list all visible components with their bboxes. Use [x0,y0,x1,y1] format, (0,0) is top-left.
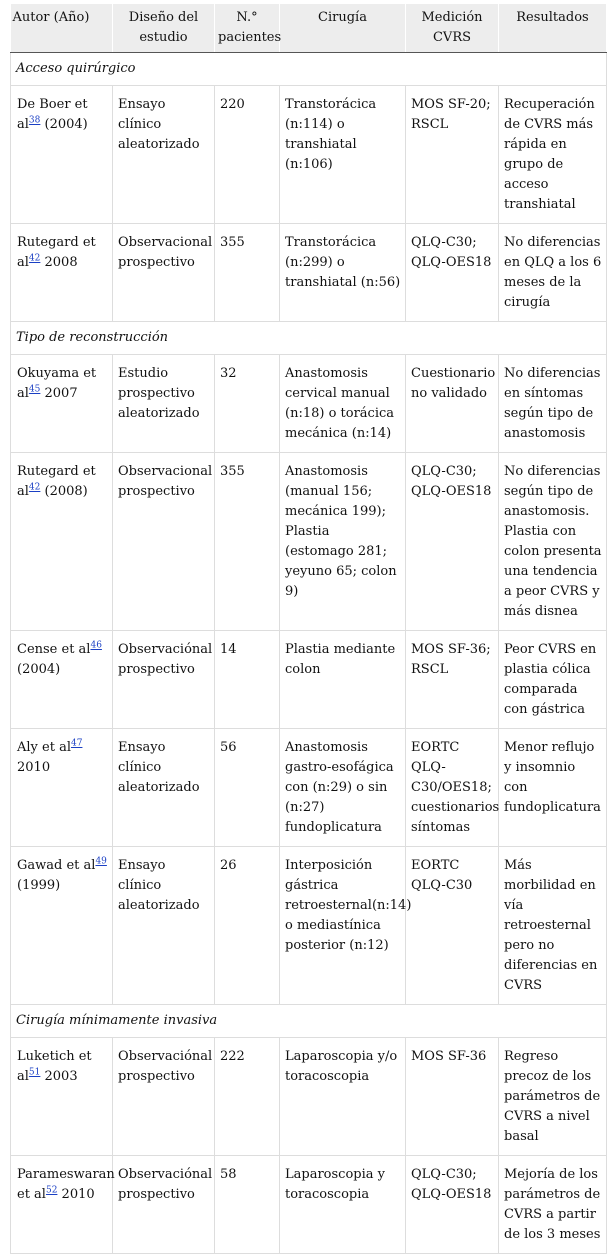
patients-cell: 355 [215,224,280,322]
section-row [11,322,607,355]
surgery-cell: Anastomosis gastro-esofágica con (n:29) o sin (n:27) fundoplicatura [280,729,406,847]
measure-cell: MOS SF-36 [406,1038,499,1156]
author-name: Rutegard et al [17,235,96,270]
reference-link[interactable]: 47 [70,738,83,749]
author-cell [11,355,113,453]
reference-link[interactable]: 45 [28,384,41,395]
surgery-cell: Anastomosis cervical manual (n:18) o torácica mecánica (n:14) [280,355,406,453]
reference-link[interactable]: 42 [28,482,41,493]
author-name: Rutegard et al [17,464,96,499]
reference-link[interactable]: 52 [45,1185,58,1196]
author-year: (2004) [40,117,88,132]
measure-cell: QLQ-C30; QLQ-OES18 [406,224,499,322]
surgery-cell: Transtorácica (n:114) o transhiatal (n:106) [280,86,406,224]
table-row [11,631,607,729]
reference-link[interactable]: 38 [28,115,41,126]
section-title: Cirugía mínimamente invasiva [11,1005,607,1038]
table-row [11,224,607,322]
reference-link[interactable]: 51 [28,1067,41,1078]
design-cell: Ensayo clínico aleatorizado [113,729,215,847]
result-cell: Mejoría de los parámetros de CVRS a partir de los 3 meses [499,1156,607,1254]
author-year: 2010 [17,760,51,775]
result-cell: No diferencias según tipo de anastomosis. Plastia con colon presenta una tendencia a peor CVRS y más disnea [499,453,607,631]
measure-cell: MOS SF-20; RSCL [406,86,499,224]
surgery-cell: Transtorácica (n:299) o transhiatal (n:56) [280,224,406,322]
measure-cell: Cuestionario no validado [406,355,499,453]
reference-link[interactable]: 42 [28,253,41,264]
design-cell: Observacional prospectivo [113,224,215,322]
reference-link[interactable]: 49 [95,856,107,867]
header-design: Diseño del estudio [113,4,215,53]
author-cell [11,1038,113,1156]
patients-cell: 14 [215,631,280,729]
author-cell [11,86,113,224]
author-name: Parameswaran et al [17,1167,115,1202]
result-cell: Peor CVRS en plastia cólica comparada con gástrica [499,631,607,729]
patients-cell: 56 [215,729,280,847]
patients-cell: 355 [215,453,280,631]
table-row [11,355,607,453]
header-patients: N.° pacientes [215,4,280,53]
section-row [11,1005,607,1038]
author-name: Cense et al [17,642,91,657]
author-name: Luketich et al [17,1049,92,1084]
measure-cell: EORTC QLQ-C30 [406,847,499,1005]
author-name: Gawad et al [17,858,96,873]
patients-cell: 32 [215,355,280,453]
author-name: Aly et al [17,740,71,755]
measure-cell: MOS SF-36; RSCL [406,631,499,729]
author-cell [11,729,113,847]
table-row [11,86,607,224]
author-year: (2008) [40,484,88,499]
author-year: 2010 [57,1187,95,1202]
section-title: Tipo de reconstrucción [11,322,607,355]
design-cell: Estudio prospectivo aleatorizado [113,355,215,453]
design-cell: Observaciónal prospectivo [113,631,215,729]
table-row [11,847,607,1005]
surgery-cell: Interposición gástrica retroesternal(n:14) o mediastínica posterior (n:12) [280,847,406,1005]
author-year: (1999) [17,878,61,893]
patients-cell: 26 [215,847,280,1005]
table-row [11,1156,607,1254]
result-cell: Regreso precoz de los parámetros de CVRS a nivel basal [499,1038,607,1156]
author-year: 2008 [40,255,78,270]
design-cell: Observacional prospectivo [113,453,215,631]
surgery-cell: Anastomosis (manual 156; mecánica 199); Plastia (estomago 281; yeyuno 65; colon 9) [280,453,406,631]
table-header [11,4,607,53]
result-cell: No diferencias en síntomas según tipo de anastomosis [499,355,607,453]
table-body [11,53,607,1254]
section-title: Acceso quirúrgico [11,53,607,86]
table-row [11,453,607,631]
surgery-cell: Plastia mediante colon [280,631,406,729]
author-cell [11,847,113,1005]
author-cell [11,631,113,729]
patients-cell: 220 [215,86,280,224]
table-row [11,1038,607,1156]
author-year: 2003 [40,1069,78,1084]
design-cell: Observaciónal prospectivo [113,1156,215,1254]
result-cell: Más morbilidad en vía retroesternal pero no diferencias en CVRS [499,847,607,1005]
measure-cell: QLQ-C30; QLQ-OES18 [406,1156,499,1254]
patients-cell: 222 [215,1038,280,1156]
header-results: Resultados [499,4,607,53]
measure-cell: QLQ-C30; QLQ-OES18 [406,453,499,631]
header-measure: Medición CVRS [406,4,499,53]
table-row [11,729,607,847]
design-cell: Observaciónal prospectivo [113,1038,215,1156]
author-year: 2007 [40,386,78,401]
surgery-cell: Laparoscopia y toracoscopia [280,1156,406,1254]
header-surgery: Cirugía [280,4,406,53]
design-cell: Ensayo clínico aleatorizado [113,86,215,224]
result-cell: Menor reflujo y insomnio con fundoplicatura [499,729,607,847]
author-cell [11,224,113,322]
author-year: (2004) [17,662,61,677]
author-name: De Boer et al [17,97,88,132]
author-cell [11,453,113,631]
results-table [10,4,607,1254]
author-cell [11,1156,113,1254]
result-cell: No diferencias en QLQ a los 6 meses de la cirugía [499,224,607,322]
section-row [11,53,607,86]
patients-cell: 58 [215,1156,280,1254]
reference-link[interactable]: 46 [90,640,102,651]
header-author: Autor (Año) [11,4,113,53]
author-name: Okuyama et al [17,366,97,401]
result-cell: Recuperación de CVRS más rápida en grupo de acceso transhiatal [499,86,607,224]
design-cell: Ensayo clínico aleatorizado [113,847,215,1005]
surgery-cell: Laparoscopia y/o toracoscopia [280,1038,406,1156]
measure-cell: EORTC QLQ-C30/OES18; cuestionarios síntomas [406,729,499,847]
